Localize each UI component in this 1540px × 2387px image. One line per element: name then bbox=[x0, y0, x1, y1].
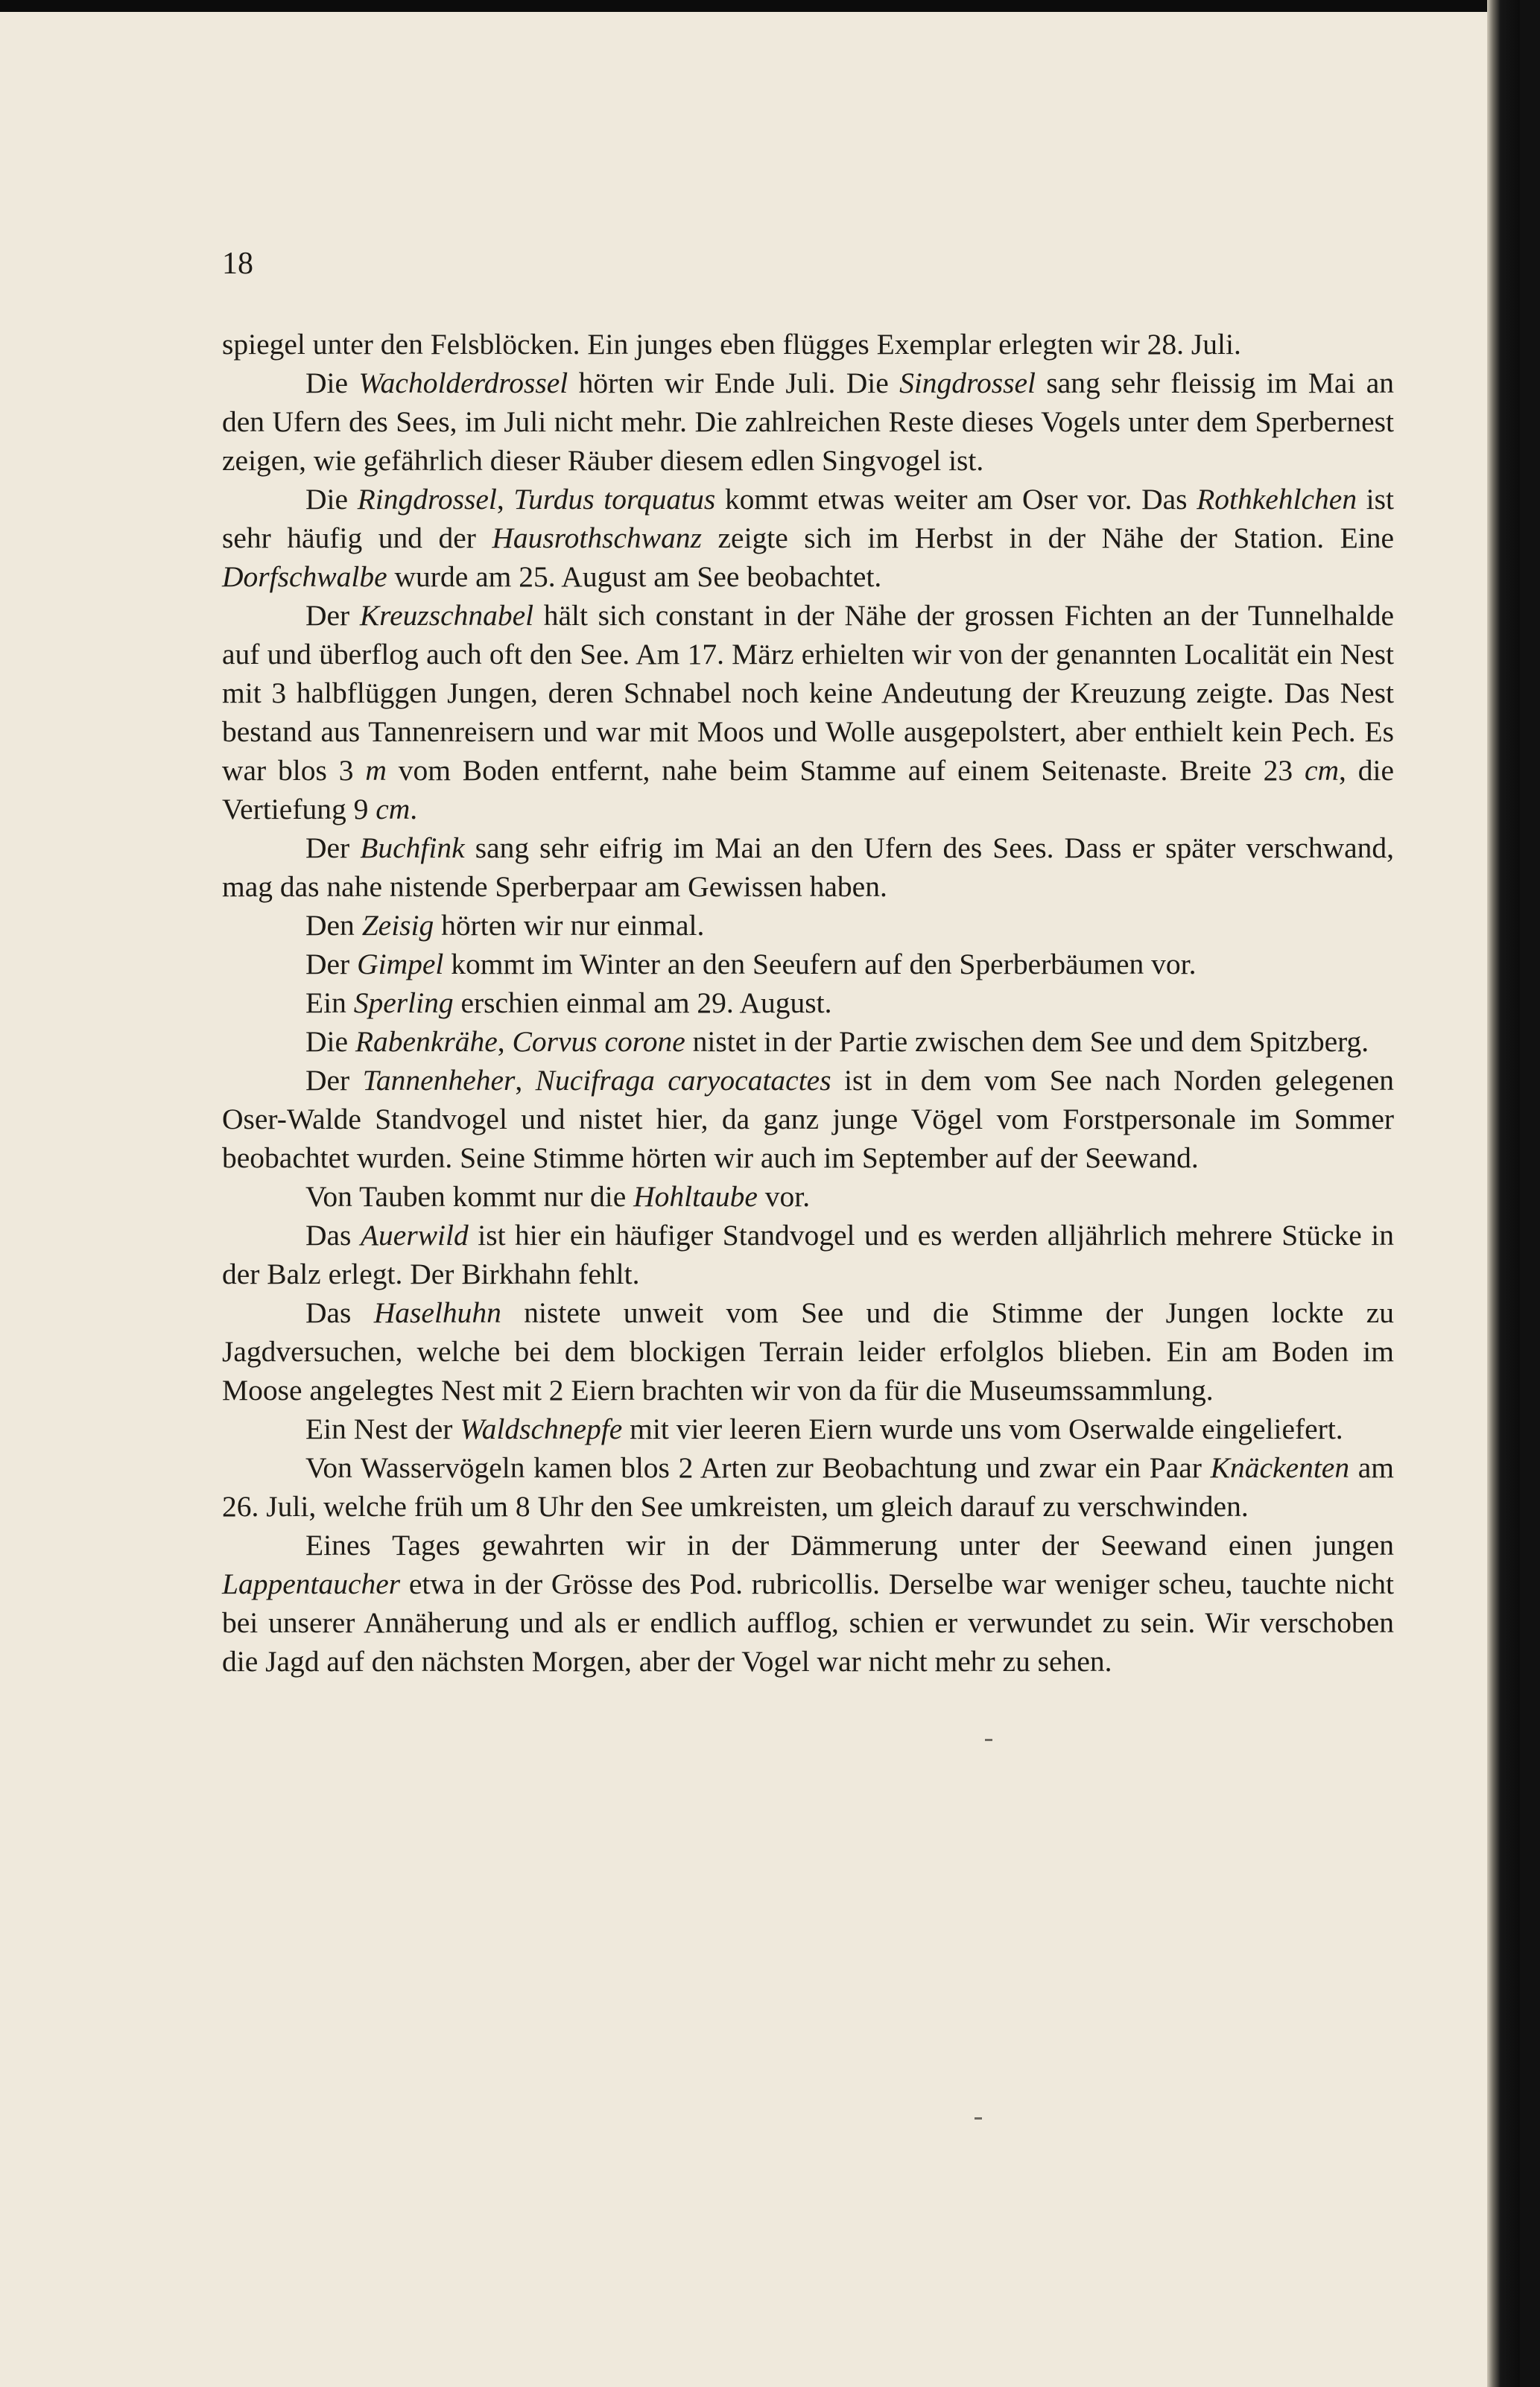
text-run: wurde am 25. August am See beobachtet. bbox=[387, 560, 882, 593]
paragraph bbox=[222, 480, 1394, 596]
species-name: Zeisig bbox=[361, 909, 434, 942]
text-run: hörten wir nur einmal. bbox=[434, 909, 705, 942]
text-run: Der bbox=[305, 948, 358, 980]
paragraph bbox=[222, 596, 1394, 828]
text-run: kommt etwas weiter am Oser vor. Das bbox=[715, 483, 1197, 516]
text-run: , die Vertiefung 9 bbox=[222, 754, 1394, 825]
text-run: Von Wasservögeln kamen blos 2 Arten zur Beobachtung und zwar ein Paar bbox=[305, 1451, 1211, 1484]
text-run: mit vier leeren Eiern wurde uns vom Oserwalde eingeliefert. bbox=[622, 1413, 1343, 1445]
text-run: Der bbox=[305, 831, 361, 864]
species-name: Rothkehlchen bbox=[1197, 483, 1357, 516]
text-run: etwa in der Grösse des Pod. rubricollis. Derselbe war weniger scheu, tauchte nicht bei unserer Annäherung und als er endlich aufflog, schien er verwundet zu sein. Wir verschoben die Jagd auf den nächsten Morgen, aber der Vogel war nicht mehr zu sehen. bbox=[222, 1567, 1394, 1678]
species-name: m bbox=[365, 754, 387, 787]
species-name: Gimpel bbox=[357, 948, 444, 980]
text-run: hält sich constant in der Nähe der grossen Fichten an der Tunnelhalde auf und überflog auch oft den See. Am 17. März erhielten wir von der genannten Localität ein Nest mit 3 halbflüggen Jungen, deren Schnabel noch keine Andeutung der Kreuzung zeigte. Das Nest bestand aus Tannenreisern und war mit Moos und Wolle ausgepolstert, aber enthielt kein Pech. Es war blos 3 bbox=[222, 599, 1394, 787]
print-speck bbox=[985, 1739, 992, 1741]
text-run: vom Boden entfernt, nahe beim Stamme auf einem Seitenaste. Breite 23 bbox=[386, 754, 1305, 787]
text-run: Eines Tages gewahrten wir in der Dämmerung unter der Seewand einen jungen bbox=[305, 1529, 1394, 1562]
species-name: Hohltaube bbox=[633, 1180, 758, 1213]
page-number: 18 bbox=[222, 247, 253, 281]
text-run: zeigte sich im Herbst in der Nähe der Station. Eine bbox=[702, 522, 1394, 554]
paragraph bbox=[222, 1448, 1394, 1526]
paragraph bbox=[222, 1061, 1394, 1177]
paragraph bbox=[222, 1293, 1394, 1410]
text-run: Die bbox=[305, 483, 358, 516]
species-name: Lappentaucher bbox=[222, 1567, 401, 1600]
species-name: Singdrossel bbox=[899, 367, 1036, 399]
text-run: Den bbox=[305, 909, 362, 942]
text-run: erschien einmal am 29. August. bbox=[453, 986, 832, 1019]
text-run: , bbox=[497, 1025, 513, 1058]
paragraph bbox=[222, 364, 1394, 480]
text-run: Das bbox=[305, 1219, 361, 1252]
text-run: nistet in der Partie zwischen dem See und dem Spitzberg. bbox=[685, 1025, 1369, 1058]
species-name: cm bbox=[376, 793, 411, 825]
book-spine-shadow bbox=[1487, 0, 1520, 2387]
text-run: am 26. Juli, welche früh um 8 Uhr den See umkreisten, um gleich darauf zu verschwinden. bbox=[222, 1451, 1394, 1523]
paragraph bbox=[222, 1410, 1394, 1448]
text-run: ist sehr häufig und der bbox=[222, 483, 1395, 554]
text-run: Der bbox=[305, 1064, 363, 1097]
paragraph bbox=[222, 828, 1394, 906]
species-name: Waldschnepfe bbox=[460, 1413, 623, 1445]
species-name: Nucifraga caryocatactes bbox=[535, 1064, 831, 1097]
text-run: ist hier ein häufiger Standvogel und es werden alljährlich mehrere Stücke in der Balz erlegt. Der Birkhahn fehlt. bbox=[222, 1219, 1394, 1290]
species-name: Tannenheher bbox=[362, 1064, 516, 1097]
species-name: Hausrothschwanz bbox=[492, 522, 703, 554]
text-run: Das bbox=[305, 1296, 374, 1329]
species-name: cm bbox=[1304, 754, 1340, 787]
paragraph bbox=[222, 1177, 1394, 1216]
paragraph bbox=[222, 945, 1394, 983]
paragraph bbox=[222, 325, 1394, 364]
species-name: Turdus torquatus bbox=[513, 483, 716, 516]
text-run: kommt im Winter an den Seeufern auf den Sperberbäumen vor. bbox=[443, 948, 1197, 980]
text-run: sang sehr eifrig im Mai an den Ufern des Sees. Dass er später verschwand, mag das nahe nistende Sperberpaar am Gewissen haben. bbox=[222, 831, 1395, 903]
text-run: vor. bbox=[757, 1180, 811, 1213]
species-name: Corvus corone bbox=[512, 1025, 685, 1058]
text-run: Ein bbox=[305, 986, 354, 1019]
species-name: Dorfschwalbe bbox=[222, 560, 387, 593]
text-run: ist in dem vom See nach Norden gelegenen Oser-Walde Standvogel und nistet hier, da ganz junge Vögel vom Forstpersonale im Sommer beobachtet wurden. Seine Stimme hörten wir auch im September auf der Seewand. bbox=[222, 1064, 1395, 1174]
species-name: Auerwild bbox=[360, 1219, 469, 1252]
paragraph bbox=[222, 906, 1394, 945]
species-name: Buchfink bbox=[360, 831, 465, 864]
species-name: Knäckenten bbox=[1210, 1451, 1350, 1484]
species-name: Ringdrossel bbox=[357, 483, 497, 516]
paragraph bbox=[222, 983, 1394, 1022]
text-run: , bbox=[515, 1064, 536, 1097]
print-speck bbox=[975, 2117, 982, 2120]
text-run: . bbox=[410, 793, 418, 825]
text-run: , bbox=[496, 483, 514, 516]
text-run: sang sehr fleissig im Mai an den Ufern des Sees, im Juli nicht mehr. Die zahlreichen Reste dieses Vogels unter dem Sperbernest zeigen, wie gefährlich dieser Räuber diesem edlen Singvogel ist. bbox=[222, 367, 1394, 477]
body-text bbox=[222, 325, 1394, 1681]
paragraph bbox=[222, 1526, 1394, 1681]
scan-top-border bbox=[0, 0, 1520, 12]
text-run: spiegel unter den Felsblöcken. Ein junges eben flügges Exemplar erlegten wir 28. Juli. bbox=[222, 328, 1241, 361]
text-run: hörten wir Ende Juli. Die bbox=[568, 367, 900, 399]
text-run: Von Tauben kommt nur die bbox=[305, 1180, 634, 1213]
text-run: Der bbox=[305, 599, 360, 632]
species-name: Sperling bbox=[353, 986, 454, 1019]
text-run: nistete unweit vom See und die Stimme der Jungen lockte zu Jagdversuchen, welche bei dem blockigen Terrain leider erfolglos blieben. Ein am Boden im Moose angelegtes Nest mit 2 Eiern brachten wir von da für die Museumssammlung. bbox=[222, 1296, 1394, 1407]
species-name: Haselhuhn bbox=[373, 1296, 501, 1329]
species-name: Wacholderdrossel bbox=[358, 367, 568, 399]
species-name: Kreuzschnabel bbox=[359, 599, 534, 632]
text-run: Die bbox=[305, 1025, 355, 1058]
species-name: Rabenkrähe bbox=[355, 1025, 498, 1058]
paragraph bbox=[222, 1216, 1394, 1293]
text-run: Die bbox=[305, 367, 359, 399]
paragraph bbox=[222, 1022, 1394, 1061]
text-run: Ein Nest der bbox=[305, 1413, 460, 1445]
